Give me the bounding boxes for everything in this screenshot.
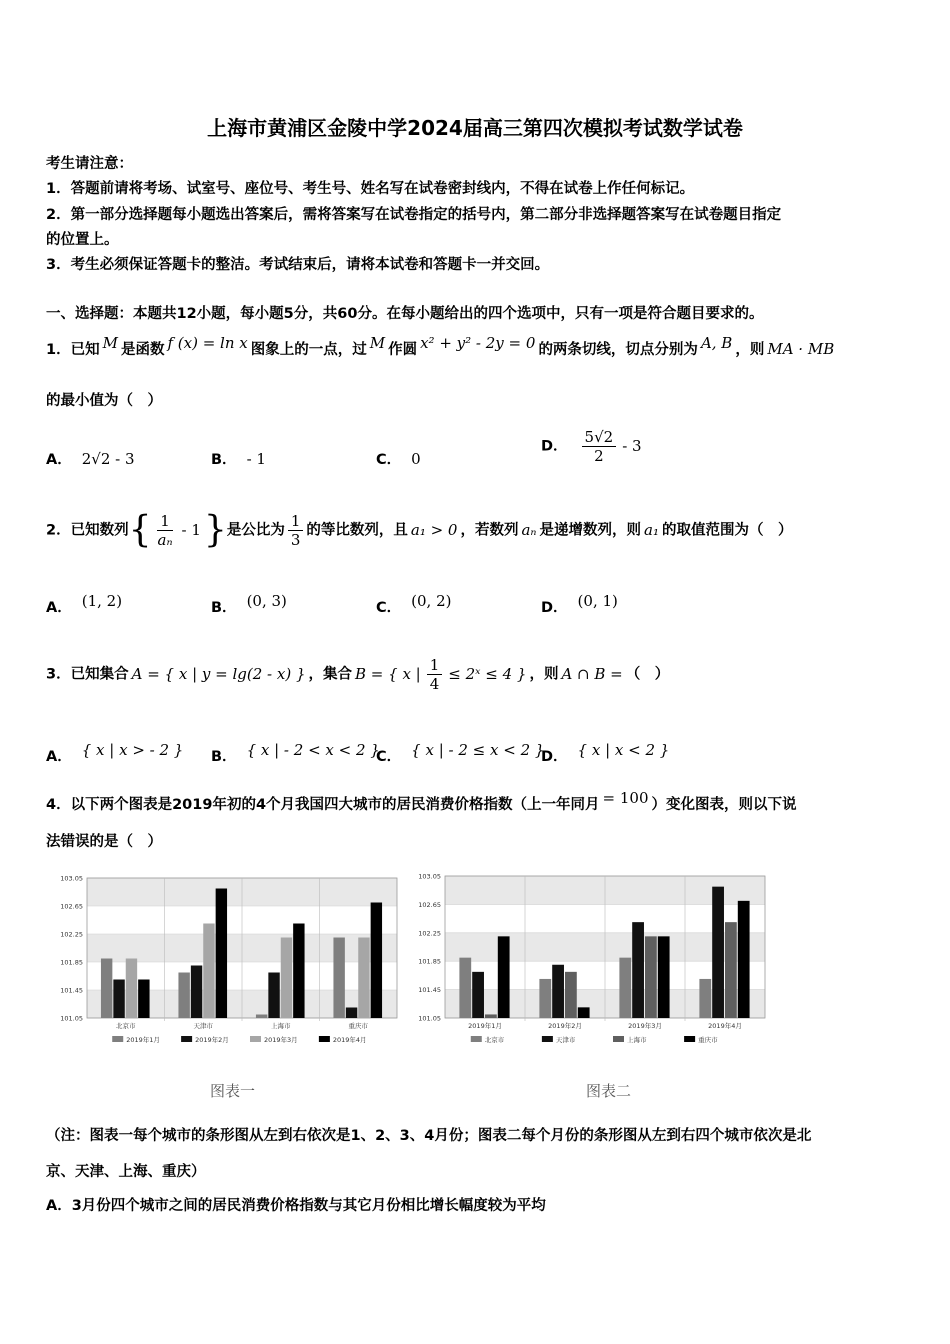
option-value: 0 (411, 450, 421, 468)
option-value: { x | - 2 < x < 2 } (246, 741, 380, 759)
bar (645, 936, 657, 1018)
q1-points: A, B (700, 334, 733, 352)
q1-text: 1．已知 (46, 342, 100, 358)
bar (699, 979, 711, 1018)
q1-circle: x² + y² - 2y = 0 (420, 334, 536, 352)
chart-note: 京、天津、上海、重庆） (46, 1164, 206, 1180)
y-tick-label: 101.05 (60, 1014, 83, 1023)
bar (281, 938, 292, 1019)
legend-label: 北京市 (484, 1036, 505, 1044)
bar (268, 973, 279, 1019)
q3-option-a[interactable] (46, 741, 184, 766)
x-tick-label: 天津市 (193, 1022, 213, 1030)
option-label: A． (46, 749, 72, 765)
fraction-numerator: 5√2 (582, 428, 617, 447)
y-tick-label: 101.05 (418, 1014, 441, 1023)
bar (578, 1007, 590, 1018)
legend-label: 2019年2月 (195, 1036, 229, 1044)
q3-option-d[interactable] (541, 741, 670, 766)
option-label: D． (541, 600, 568, 616)
q2-condition: a₁ > 0 (410, 520, 458, 539)
q1-text: ，则 (735, 342, 765, 358)
y-tick-label: 101.45 (418, 986, 441, 995)
option-label: C． (376, 452, 402, 468)
x-tick-label: 2019年1月 (468, 1022, 502, 1030)
q1-text: 图象上的一点，过 (250, 342, 367, 358)
legend-swatch (684, 1036, 695, 1042)
bar (203, 924, 214, 1019)
q2-option-d[interactable] (541, 592, 618, 617)
q2-math: a₁ (644, 520, 659, 539)
fraction-numerator: 1 (427, 656, 443, 675)
option-label: B． (211, 452, 237, 468)
bar (346, 1008, 357, 1019)
bar (632, 922, 644, 1018)
legend-label: 2019年4月 (332, 1036, 367, 1044)
option-value: - 1 (246, 450, 266, 468)
bar (178, 973, 189, 1019)
bar (101, 959, 112, 1019)
legend-swatch (250, 1036, 261, 1042)
option-label: C． (376, 749, 402, 765)
q1-math: M (369, 334, 386, 352)
bar (565, 972, 577, 1018)
bar (552, 965, 564, 1018)
x-tick-label: 北京市 (116, 1022, 136, 1030)
question-4 (46, 789, 797, 814)
question-4-cont: 法错误的是（ ） (46, 834, 162, 850)
bar (126, 959, 137, 1019)
bar (539, 979, 551, 1018)
bar (293, 924, 304, 1019)
q2-option-b[interactable] (211, 592, 287, 617)
q3-set-b: B = { x | (355, 664, 421, 683)
option-value: - 3 (622, 436, 642, 455)
q2-text: ，若数列 (460, 522, 519, 539)
q1-text: 是函数 (120, 342, 165, 358)
fraction-denominator: 3 (290, 531, 301, 549)
q3-text: ，集合 (308, 666, 352, 683)
q4-text: 4．以下两个图表是2019年初的4个月我国四大城市的居民消费价格指数（上一年同月 (46, 797, 600, 813)
chart-by-city (55, 866, 405, 1056)
option-value: { x | - 2 ≤ x < 2 } (411, 741, 545, 759)
q3-option-b[interactable] (211, 741, 380, 766)
question-1 (46, 334, 837, 359)
option-label: C． (376, 600, 402, 616)
legend-swatch (613, 1036, 624, 1042)
q2-text: 的等比数列，且 (306, 522, 408, 539)
bar (256, 1015, 267, 1019)
option-label: B． (211, 749, 237, 765)
q2-option-c[interactable] (376, 592, 452, 617)
x-tick-label: 2019年2月 (548, 1022, 582, 1030)
legend-label: 天津市 (555, 1036, 576, 1044)
y-tick-label: 101.85 (418, 957, 441, 966)
bar (619, 958, 631, 1018)
option-value: (1, 2) (81, 592, 123, 610)
fraction-denominator: aₙ (157, 531, 173, 549)
option-value: (0, 1) (577, 592, 618, 610)
bar (371, 903, 382, 1019)
notice-item: 1．答题前请将考场、试室号、座位号、考生号、姓名写在试卷密封线内，不得在试卷上作任何标记。 (46, 181, 695, 197)
question-2 (46, 509, 793, 551)
bar (712, 887, 724, 1018)
section-heading: 一、选择题：本题共12小题，每小题5分，共60分。在每小题给出的四个选项中，只有一项是符合题目要求的。 (46, 306, 764, 322)
bar (333, 938, 344, 1019)
q3-text: ，则 (529, 666, 559, 683)
option-value: (0, 2) (411, 592, 452, 610)
bar (138, 980, 149, 1019)
bar (738, 901, 750, 1018)
q1-function: f (x) = ln x (167, 334, 248, 352)
q4-text: ）变化图表，则以下说 (651, 797, 797, 813)
chart-1-caption: 图表一 (210, 1082, 256, 1100)
bar (485, 1014, 497, 1018)
bar (472, 972, 484, 1018)
fraction-denominator: 4 (429, 675, 440, 693)
q1-text: 的两条切线，切点分别为 (538, 342, 698, 358)
bar (216, 889, 227, 1019)
fraction-numerator: 1 (288, 512, 304, 531)
q1-option-c[interactable] (376, 448, 421, 469)
q1-option-a[interactable] (46, 448, 135, 469)
legend-label: 2019年1月 (126, 1036, 160, 1044)
y-tick-label: 101.85 (60, 958, 83, 967)
option-value: { x | x < 2 } (577, 741, 670, 759)
q2-text: 是递增数列，则 (539, 522, 642, 539)
legend-swatch (319, 1036, 330, 1042)
q3-set-b: ≤ 2ˣ ≤ 4 } (448, 664, 527, 683)
q2-text: 2．已知数列 (46, 522, 129, 539)
q2-text: 是公比为 (226, 522, 285, 539)
bar (459, 958, 471, 1018)
y-tick-label: 102.65 (418, 900, 441, 909)
legend-swatch (471, 1036, 482, 1042)
brace: } (203, 509, 227, 551)
chart-2-caption: 图表二 (586, 1082, 632, 1100)
option-label: D． (541, 438, 568, 455)
brace: { (128, 509, 152, 551)
option-label: A． (46, 452, 72, 468)
y-tick-label: 101.45 (60, 986, 83, 995)
q3-set-a: A = { x | y = lg(2 - x) } (131, 664, 306, 683)
notice-item: 3．考生必须保证答题卡的整洁。考试结束后，请将本试卷和答题卡一并交回。 (46, 257, 550, 273)
q1-text: 作圆 (388, 342, 418, 358)
option-label: D． (541, 749, 568, 765)
x-tick-label: 2019年4月 (708, 1022, 742, 1030)
chart-by-month (413, 866, 773, 1056)
q1-expression: MA · MB (767, 340, 835, 358)
chart-note: （注：图表一每个城市的条形图从左到右依次是1、2、3、4月份；图表二每个月份的条形图从左到右四个城市依次是北 (46, 1128, 812, 1144)
q4-math: = 100 (602, 789, 649, 807)
q3-option-c[interactable] (376, 741, 545, 766)
option-value: (0, 3) (246, 592, 287, 610)
bar (358, 938, 369, 1019)
q2-text: 的取值范围为（ ） (661, 522, 793, 539)
option-label: B． (211, 600, 237, 616)
fraction (155, 512, 176, 549)
option-value: 2√2 - 3 (81, 450, 135, 468)
legend-swatch (181, 1036, 192, 1042)
y-tick-label: 102.25 (418, 929, 441, 938)
q1-option-b[interactable] (211, 448, 266, 469)
option-label: A． (46, 600, 72, 616)
q1-option-d[interactable] (541, 428, 645, 465)
y-tick-label: 103.05 (418, 872, 441, 881)
q4-option-a[interactable]: A．3月份四个城市之间的居民消费价格指数与其它月份相比增长幅度较为平均 (46, 1198, 546, 1214)
bar (658, 936, 670, 1018)
q3-text: （ ） (625, 666, 670, 683)
x-tick-label: 2019年3月 (628, 1022, 662, 1030)
fraction (288, 512, 304, 549)
fraction-numerator: 1 (157, 512, 173, 531)
notice-heading: 考生请注意： (46, 156, 133, 172)
legend-label: 重庆市 (698, 1036, 718, 1044)
legend-swatch (112, 1036, 123, 1042)
y-tick-label: 102.25 (60, 930, 83, 939)
x-tick-label: 重庆市 (348, 1022, 368, 1030)
notice-item: 的位置上。 (46, 232, 119, 248)
fraction (582, 428, 617, 465)
option-value: { x | x > - 2 } (81, 741, 184, 759)
question-3 (46, 656, 669, 693)
fraction-denominator: 2 (594, 447, 604, 465)
notice-item: 2．第一部分选择题每小题选出答案后，需将答案写在试卷指定的括号内，第二部分非选择题答案写在试卷题目指定 (46, 207, 782, 223)
q3-text: 3．已知集合 (46, 666, 129, 683)
y-tick-label: 102.65 (60, 902, 83, 911)
fraction (427, 656, 443, 693)
y-tick-label: 103.05 (60, 874, 83, 883)
bar (113, 980, 124, 1019)
q2-math: - 1 (181, 520, 201, 539)
legend-label: 2019年3月 (264, 1036, 298, 1044)
q3-intersection: A ∩ B = (561, 664, 623, 683)
page-title: 上海市黄浦区金陵中学2024届高三第四次模拟考试数学试卷 (207, 116, 743, 140)
bar (191, 966, 202, 1019)
question-1-cont: 的最小值为（ ） (46, 393, 162, 409)
q2-sequence: aₙ (521, 520, 537, 539)
bar (725, 922, 737, 1018)
q2-option-a[interactable] (46, 592, 123, 617)
bar (498, 936, 510, 1018)
q1-math: M (102, 334, 118, 352)
legend-swatch (542, 1036, 553, 1042)
legend-label: 上海市 (627, 1036, 647, 1044)
x-tick-label: 上海市 (271, 1022, 291, 1030)
